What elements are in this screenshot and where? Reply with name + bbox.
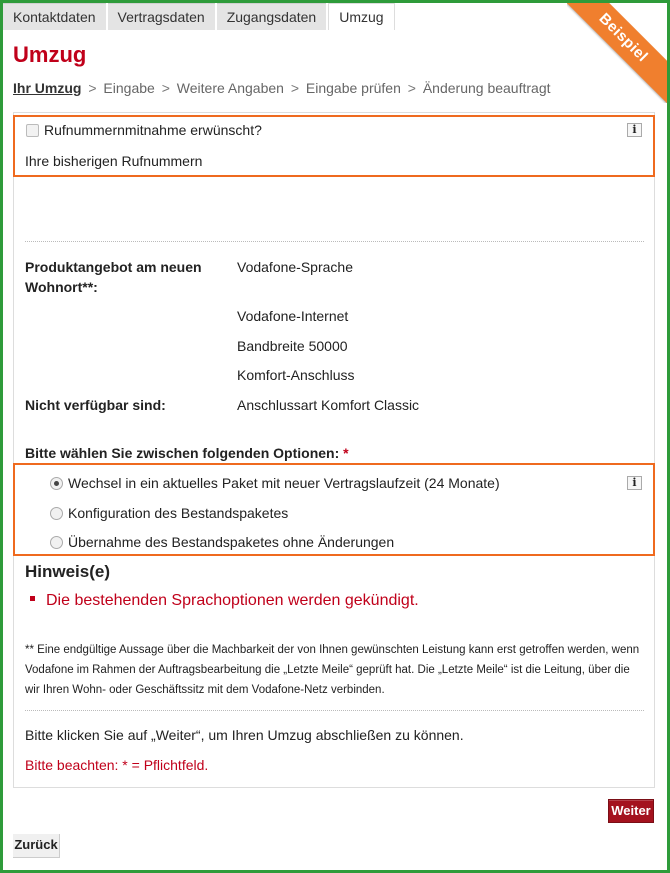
breadcrumb-step: Änderung beauftragt	[422, 80, 551, 96]
divider	[25, 710, 644, 711]
option-radio-keep[interactable]	[50, 536, 63, 549]
back-button[interactable]: Zurück	[13, 834, 60, 858]
unavailable-label: Nicht verfügbar sind:	[25, 397, 166, 413]
breadcrumb-current[interactable]: Ihr Umzug	[13, 80, 82, 96]
breadcrumb-step: Eingabe prüfen	[305, 80, 401, 96]
product-offer-label-line1: Produktangebot am neuen	[25, 259, 202, 275]
number-porting-label[interactable]: Rufnummernmitnahme erwünscht?	[44, 122, 262, 138]
footnote: ** Eine endgültige Aussage über die Machbarkeit der von Ihnen gewünschten Leistung kann erst getroffen werden, wenn Vodafone im Rahmen der Auftragsbearbeitung die „Letzte Meile“ geprüft hat. Die „Letzte Meile“ ist die Leitung, über die wir Ihren Wohn- oder Geschäftssitz mit dem Vodafone-Netz verbinden.	[25, 644, 640, 696]
option-label-keep[interactable]: Übernahme des Bestandspaketes ohne Änderungen	[68, 534, 395, 550]
breadcrumb-separator: >	[290, 80, 300, 96]
bullet-icon	[30, 596, 35, 601]
instruction-text: Bitte klicken Sie auf „Weiter“, um Ihren Umzug abschließen zu können.	[25, 727, 464, 743]
product-offer-label-suffix: **:	[82, 279, 98, 295]
product-offer-item: Vodafone-Internet	[237, 308, 349, 324]
breadcrumb-separator: >	[407, 80, 416, 96]
required-note: Bitte beachten: * = Pflichtfeld.	[25, 757, 209, 773]
page-title: Umzug	[13, 42, 87, 67]
hint-text: Die bestehenden Sprachoptionen werden gekündigt.	[46, 592, 419, 609]
option-label-new-package[interactable]: Wechsel in ein aktuelles Paket mit neuer Vertragslaufzeit (24 Monate)	[68, 475, 500, 491]
hint-item	[30, 592, 419, 610]
tab-kontaktdaten[interactable]: Kontaktdaten	[3, 3, 106, 30]
divider	[25, 241, 644, 242]
breadcrumb-separator: >	[88, 80, 97, 96]
number-porting-checkbox[interactable]	[26, 124, 39, 137]
tab-vertragsdaten[interactable]: Vertragsdaten	[108, 3, 215, 30]
option-radio-new-package[interactable]	[50, 477, 63, 490]
breadcrumb	[13, 80, 551, 96]
tab-umzug[interactable]: Umzug	[328, 3, 394, 30]
breadcrumb-separator: >	[161, 80, 170, 96]
example-ribbon-label: Beispiel	[567, 3, 667, 103]
product-offer-label-line2	[25, 279, 98, 295]
info-icon[interactable]: i	[627, 476, 642, 490]
tab-zugangsdaten[interactable]: Zugangsdaten	[217, 3, 327, 30]
product-offer-label-word: Wohnort	[25, 279, 83, 295]
next-button[interactable]: Weiter	[608, 799, 654, 823]
example-ribbon	[567, 3, 667, 103]
required-mark: *	[343, 445, 349, 461]
product-offer-item: Vodafone-Sprache	[237, 259, 353, 275]
product-offer-item: Komfort-Anschluss	[237, 367, 355, 383]
breadcrumb-step: Eingabe	[103, 80, 155, 96]
options-heading	[25, 445, 349, 461]
info-icon[interactable]: i	[627, 123, 642, 137]
breadcrumb-step: Weitere Angaben	[176, 80, 284, 96]
option-radio-configure[interactable]	[50, 507, 63, 520]
hints-title: Hinweis(e)	[25, 562, 111, 581]
options-heading-text: Bitte wählen Sie zwischen folgenden Optionen:	[25, 445, 340, 461]
tab-bar	[3, 3, 397, 30]
option-label-configure[interactable]: Konfiguration des Bestandspaketes	[68, 505, 289, 521]
previous-numbers-label: Ihre bisherigen Rufnummern	[25, 153, 203, 169]
product-offer-item: Bandbreite 50000	[237, 338, 348, 354]
unavailable-value: Anschlussart Komfort Classic	[237, 397, 420, 413]
